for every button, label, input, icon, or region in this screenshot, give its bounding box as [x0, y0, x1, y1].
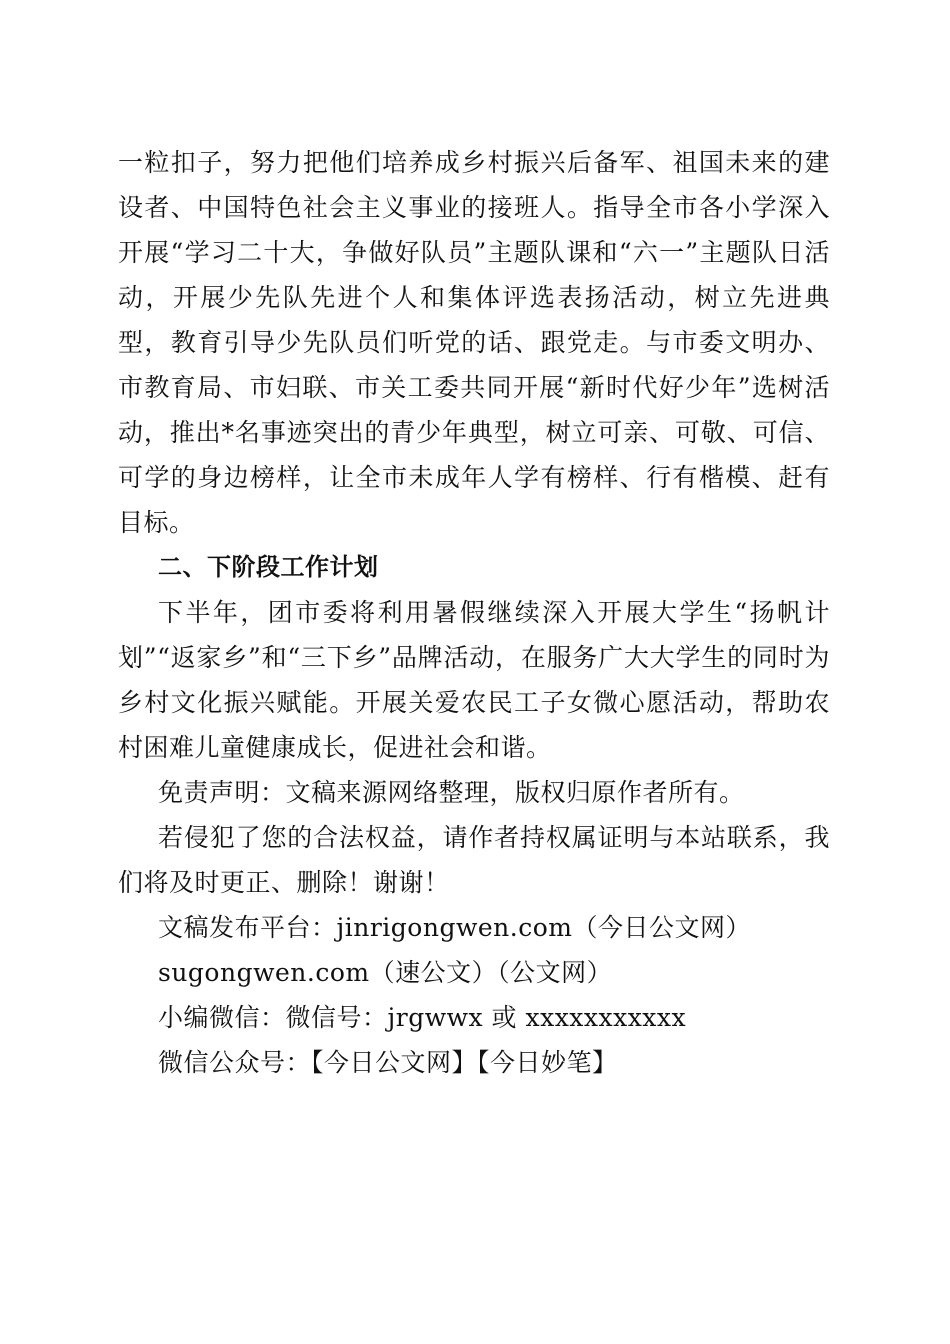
infringement-notice: 若侵犯了您的合法权益，请作者持权属证明与本站联系，我们将及时更正、删除！谢谢！ — [118, 823, 830, 897]
official-account-line: 微信公众号：【今日公文网】【今日妙笔】 — [158, 1048, 618, 1077]
platform-line: 文稿发布平台：jinrigongwen.com（今日公文网） — [158, 913, 751, 942]
document-body — [118, 140, 830, 1085]
wechat-line: 小编微信：微信号：jrgwwx 或 xxxxxxxxxxx — [158, 1003, 687, 1032]
intro-paragraph: 一粒扣子，努力把他们培养成乡村振兴后备军、祖国未来的建设者、中国特色社会主义事业的接班人。指导全市各小学深入开展“学习二十大，争做好队员”主题队课和“六一”主题队日活动，开展少先队先进个人和集体评选表扬活动，树立先进典型，教育引导少先队员们听党的话、跟党走。与市委文明办、市教育局、市妇联、市关工委共同开展“新时代好少年”选树活动，推出*名事迹突出的青少年典型，树立可亲、可敬、可信、可学的身边榜样，让全市未成年人学有榜样、行有楷模、赶有目标。 — [118, 148, 830, 537]
plan-paragraph: 下半年，团市委将利用暑假继续深入开展大学生“扬帆计划”“返家乡”和“三下乡”品牌活动，在服务广大大学生的同时为乡村文化振兴赋能。开展关爱农民工子女微心愿活动，帮助农村困难儿童健康成长，促进社会和谐。 — [118, 598, 830, 762]
platform-line-2: sugongwen.com（速公文）（公文网） — [158, 958, 613, 987]
disclaimer-text: 免责声明：文稿来源网络整理，版权归原作者所有。 — [158, 778, 745, 807]
section-heading: 二、下阶段工作计划 — [158, 553, 379, 581]
